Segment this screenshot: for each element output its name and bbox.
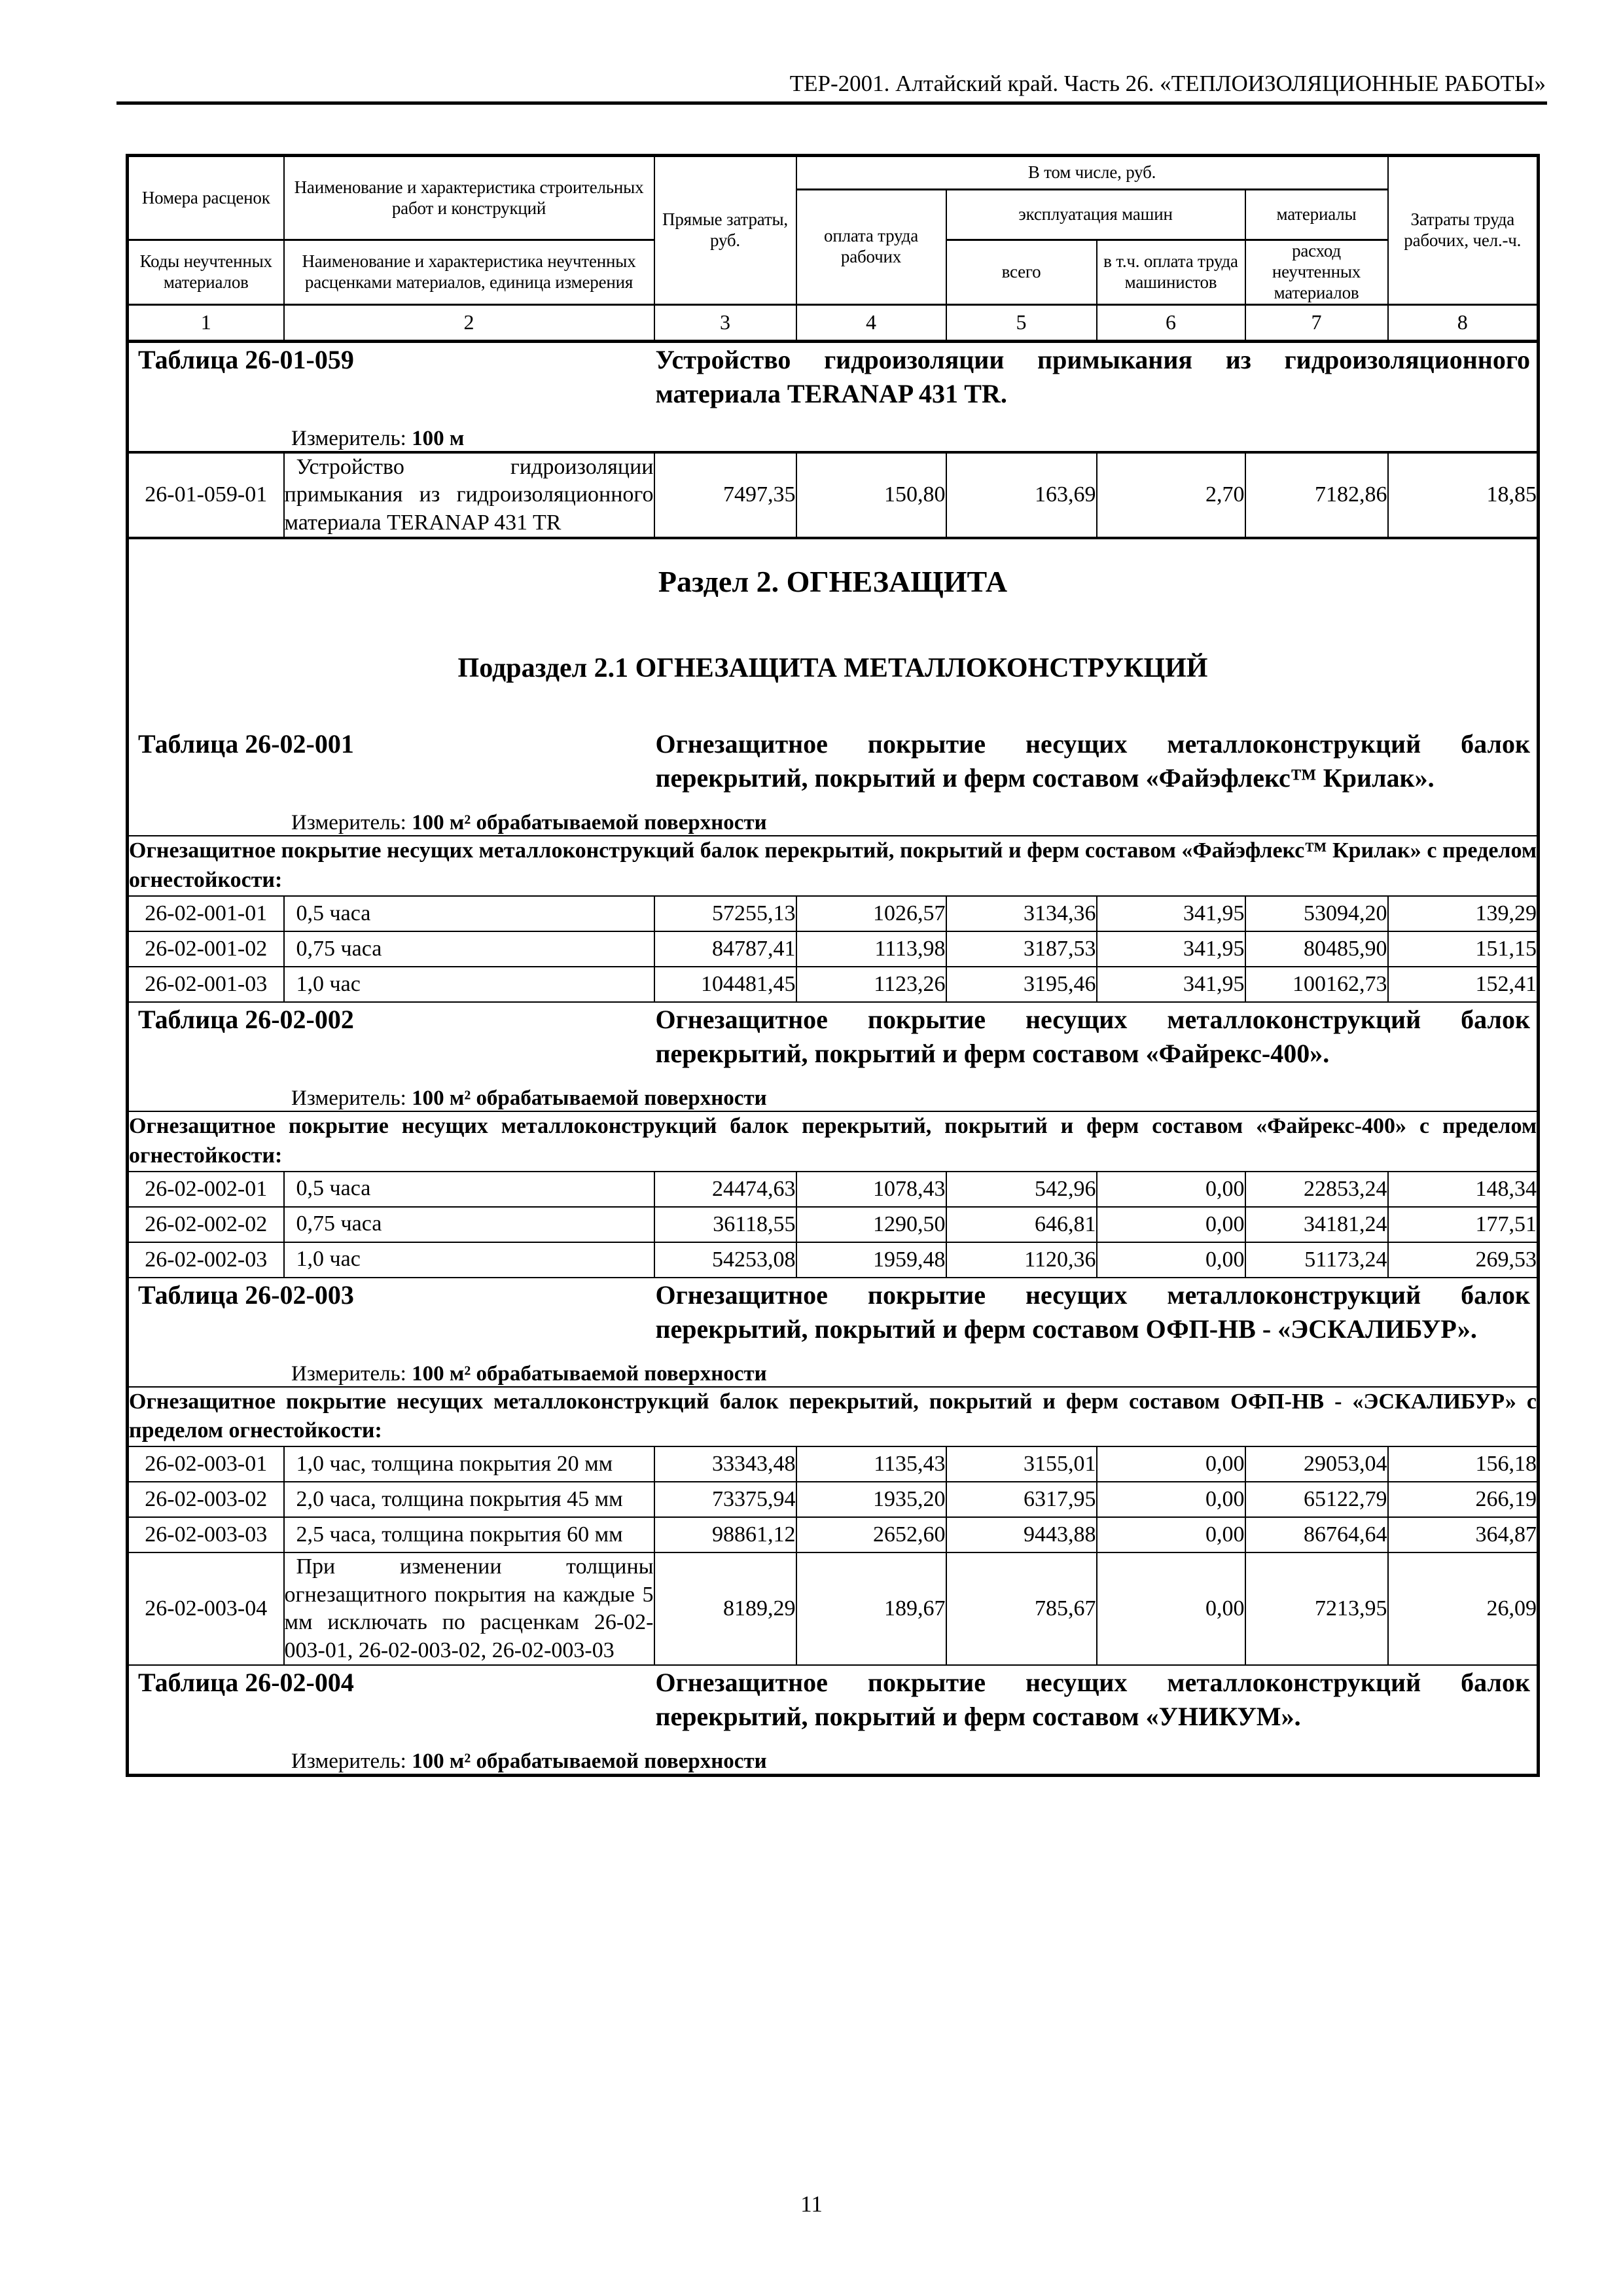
- value-direct-costs: 73375,94: [654, 1482, 796, 1517]
- header-row-1: [128, 156, 1539, 190]
- table-title-row: [129, 1278, 1537, 1346]
- rate-description: 0,5 часа: [284, 896, 654, 931]
- value-labor-hours: 26,09: [1388, 1552, 1539, 1665]
- value-machines-total: 3187,53: [946, 931, 1097, 967]
- table-title: Огнезащитное покрытие несущих металлоконструкций балок перекрытий, покрытий и ферм составом «УНИКУМ».: [655, 1668, 1530, 1732]
- table-26-02-004-header: [128, 1665, 1539, 1776]
- meter-line: [291, 811, 1537, 835]
- value-machinists-pay: 0,00: [1097, 1446, 1245, 1482]
- column-number-4: 4: [796, 304, 946, 341]
- value-materials: 22853,24: [1245, 1172, 1388, 1207]
- value-direct-costs: 104481,45: [654, 967, 796, 1002]
- col-header-labor-hours: Затраты труда рабочих, чел.-ч.: [1388, 156, 1539, 305]
- value-materials: 86764,64: [1245, 1517, 1388, 1552]
- value-labor-hours: 139,29: [1388, 896, 1539, 931]
- rates-table: [126, 154, 1540, 1777]
- value-labor-pay: 1935,20: [796, 1482, 946, 1517]
- column-number-6: 6: [1097, 304, 1245, 341]
- value-materials: 65122,79: [1245, 1482, 1388, 1517]
- rate-code: 26-02-002-02: [128, 1207, 284, 1242]
- value-machinists-pay: 0,00: [1097, 1517, 1245, 1552]
- rate-code: 26-02-003-04: [128, 1552, 284, 1665]
- rate-row: [128, 896, 1539, 931]
- column-number-2: 2: [284, 304, 654, 341]
- rate-description: При изменении толщины огнезащитного покрытия на каждые 5 мм исключать по расценкам 26-02-003-01, 26-02-003-02, 26-02-003-03: [284, 1552, 654, 1665]
- table-title-row: [129, 343, 1537, 411]
- value-labor-pay: 2652,60: [796, 1517, 946, 1552]
- value-labor-pay: 150,80: [796, 452, 946, 539]
- section-2-heading-block: [128, 538, 1539, 836]
- value-materials: 7213,95: [1245, 1552, 1388, 1665]
- value-labor-pay: 1290,50: [796, 1207, 946, 1242]
- group-subheader: Огнезащитное покрытие несущих металлоконструкций балок перекрытий, покрытий и ферм составом «Файрекс-400» с пределом огнестойкости:: [128, 1111, 1539, 1172]
- group-subheader: Огнезащитное покрытие несущих металлоконструкций балок перекрытий, покрытий и ферм составом ОФП-НВ - «ЭСКАЛИБУР» с пределом огнестойкости:: [128, 1387, 1539, 1447]
- rate-description: 2,5 часа, толщина покрытия 60 мм: [284, 1517, 654, 1552]
- value-labor-hours: 18,85: [1388, 452, 1539, 539]
- value-labor-pay: 1026,57: [796, 896, 946, 931]
- table-title-row: [129, 1666, 1537, 1734]
- page-number: 11: [800, 2191, 823, 2217]
- group-subheader: Огнезащитное покрытие несущих металлоконструкций балок перекрытий, покрытий и ферм составом «Файэфлекс™ Крилак» с пределом огнестойкости:: [128, 836, 1539, 896]
- value-materials: 7182,86: [1245, 452, 1388, 539]
- value-machinists-pay: 0,00: [1097, 1207, 1245, 1242]
- value-machinists-pay: 0,00: [1097, 1552, 1245, 1665]
- value-machines-total: 3155,01: [946, 1446, 1097, 1482]
- rate-row: [128, 1207, 1539, 1242]
- section-block-2: [128, 538, 1539, 836]
- rate-row: [128, 967, 1539, 1002]
- value-machines-total: 6317,95: [946, 1482, 1097, 1517]
- meter-label: Измеритель:: [291, 1749, 406, 1774]
- value-direct-costs: 54253,08: [654, 1242, 796, 1278]
- rate-row: [128, 1242, 1539, 1278]
- value-direct-costs: 57255,13: [654, 896, 796, 931]
- value-labor-hours: 152,41: [1388, 967, 1539, 1002]
- table-26-02-002-header: [128, 1002, 1539, 1111]
- rate-code: 26-02-003-01: [128, 1446, 284, 1482]
- rate-description: Устройство гидроизоляции примыкания из гидроизоляционного материала TERANAP 431 TR: [284, 452, 654, 539]
- meter-line: [291, 1086, 1537, 1111]
- col-header-labor-pay: оплата труда рабочих: [796, 190, 946, 305]
- table-26-02-003-header: [128, 1278, 1539, 1387]
- value-materials: 80485,90: [1245, 931, 1388, 967]
- column-number-1: 1: [128, 304, 284, 341]
- value-direct-costs: 84787,41: [654, 931, 796, 967]
- rate-code: 26-02-002-03: [128, 1242, 284, 1278]
- rate-row: [128, 1446, 1539, 1482]
- section-block-26-02-002: [128, 1002, 1539, 1111]
- value-machinists-pay: 0,00: [1097, 1482, 1245, 1517]
- value-labor-pay: 1078,43: [796, 1172, 946, 1207]
- value-direct-costs: 8189,29: [654, 1552, 796, 1665]
- meter-value: 100 м² обрабатываемой поверхности: [412, 1749, 767, 1774]
- rate-description: 0,75 часа: [284, 931, 654, 967]
- rate-row: [128, 1172, 1539, 1207]
- col-header-work-name: Наименование и характеристика строительных работ и конструкций: [284, 156, 654, 240]
- rate-code: 26-01-059-01: [128, 452, 284, 539]
- section-block-26-02-003: [128, 1278, 1539, 1387]
- value-direct-costs: 33343,48: [654, 1446, 796, 1482]
- value-labor-hours: 269,53: [1388, 1242, 1539, 1278]
- rate-row: [128, 1517, 1539, 1552]
- value-labor-pay: 1959,48: [796, 1242, 946, 1278]
- column-number-3: 3: [654, 304, 796, 341]
- value-machines-total: 9443,88: [946, 1517, 1097, 1552]
- col-header-machines-total: всего: [946, 240, 1097, 305]
- value-machinists-pay: 0,00: [1097, 1172, 1245, 1207]
- value-machinists-pay: 341,95: [1097, 896, 1245, 931]
- meter-value: 100 м² обрабатываемой поверхности: [412, 811, 767, 835]
- section-block-26-01-059: [128, 341, 1539, 452]
- value-materials: 53094,20: [1245, 896, 1388, 931]
- rate-row: [128, 1482, 1539, 1517]
- col-header-materials: материалы: [1245, 190, 1388, 240]
- table-title: Огнезащитное покрытие несущих металлоконструкций балок перекрытий, покрытий и ферм составом «Файрекс-400».: [655, 1004, 1530, 1068]
- table-label: Таблица 26-02-003: [138, 1280, 354, 1310]
- value-materials: 100162,73: [1245, 967, 1388, 1002]
- value-labor-pay: 1123,26: [796, 967, 946, 1002]
- col-header-including: В том числе, руб.: [796, 156, 1388, 190]
- meter-label: Измеритель:: [291, 1086, 406, 1110]
- table-title: Устройство гидроизоляции примыкания из гидроизоляционного материала TERANAP 431 TR.: [655, 344, 1530, 408]
- rate-description: 0,5 часа: [284, 1172, 654, 1207]
- col-header-machines: эксплуатация машин: [946, 190, 1245, 240]
- subsection-heading: Подраздел 2.1 ОГНЕЗАЩИТА МЕТАЛЛОКОНСТРУКЦИЙ: [457, 653, 1208, 684]
- value-machines-total: 542,96: [946, 1172, 1097, 1207]
- group-subheader-row: [128, 836, 1539, 896]
- value-labor-hours: 177,51: [1388, 1207, 1539, 1242]
- rate-code: 26-02-003-03: [128, 1517, 284, 1552]
- rate-description: 2,0 часа, толщина покрытия 45 мм: [284, 1482, 654, 1517]
- value-machinists-pay: 2,70: [1097, 452, 1245, 539]
- running-header: [126, 71, 1546, 97]
- rate-code: 26-02-002-01: [128, 1172, 284, 1207]
- value-machinists-pay: 0,00: [1097, 1242, 1245, 1278]
- section-heading: Раздел 2. ОГНЕЗАЩИТА: [658, 565, 1008, 599]
- rate-code: 26-02-001-03: [128, 967, 284, 1002]
- meter-label: Измеритель:: [291, 811, 406, 835]
- meter-label: Измеритель:: [291, 426, 406, 450]
- table-title: Огнезащитное покрытие несущих металлоконструкций балок перекрытий, покрытий и ферм составом «Файэфлекс™ Крилак».: [655, 729, 1530, 793]
- meter-line: [291, 1749, 1537, 1774]
- header-rule: [116, 101, 1547, 105]
- value-machinists-pay: 341,95: [1097, 931, 1245, 967]
- col-header-materials-consumption: расход неучтенных материалов: [1245, 240, 1388, 305]
- meter-line: [291, 427, 1537, 451]
- col-header-material-codes: Коды неучтенных материалов: [128, 240, 284, 305]
- value-machines-total: 1120,36: [946, 1242, 1097, 1278]
- value-machines-total: 646,81: [946, 1207, 1097, 1242]
- meter-value: 100 м² обрабатываемой поверхности: [412, 1086, 767, 1110]
- running-header-text: ТЕР-2001. Алтайский край. Часть 26. «ТЕПЛОИЗОЛЯЦИОННЫЕ РАБОТЫ»: [789, 71, 1546, 96]
- value-labor-hours: 364,87: [1388, 1517, 1539, 1552]
- value-materials: 51173,24: [1245, 1242, 1388, 1278]
- table-title-row: [129, 1003, 1537, 1071]
- meter-label: Измеритель:: [291, 1361, 406, 1386]
- value-machinists-pay: 341,95: [1097, 967, 1245, 1002]
- value-labor-hours: 156,18: [1388, 1446, 1539, 1482]
- col-header-rate-numbers: Номера расценок: [128, 156, 284, 240]
- value-labor-pay: 1135,43: [796, 1446, 946, 1482]
- rate-code: 26-02-001-02: [128, 931, 284, 967]
- value-machines-total: 785,67: [946, 1552, 1097, 1665]
- meter-line: [291, 1362, 1537, 1386]
- col-header-machinists-pay: в т.ч. оплата труда машинистов: [1097, 240, 1245, 305]
- table-title: Огнезащитное покрытие несущих металлоконструкций балок перекрытий, покрытий и ферм составом ОФП-НВ - «ЭСКАЛИБУР».: [655, 1280, 1530, 1344]
- rate-row: [128, 931, 1539, 967]
- table-label: Таблица 26-01-059: [138, 344, 354, 374]
- group-subheader-row: [128, 1111, 1539, 1172]
- rate-code: 26-02-003-02: [128, 1482, 284, 1517]
- rate-row: [128, 452, 1539, 539]
- value-labor-hours: 148,34: [1388, 1172, 1539, 1207]
- value-direct-costs: 24474,63: [654, 1172, 796, 1207]
- rate-description: 1,0 час: [284, 1242, 654, 1278]
- value-machines-total: 3195,46: [946, 967, 1097, 1002]
- value-labor-pay: 189,67: [796, 1552, 946, 1665]
- table-label: Таблица 26-02-004: [138, 1668, 354, 1698]
- value-materials: 29053,04: [1245, 1446, 1388, 1482]
- column-number-7: 7: [1245, 304, 1388, 341]
- table-label: Таблица 26-02-001: [138, 729, 354, 759]
- col-header-direct-costs: Прямые затраты, руб.: [654, 156, 796, 305]
- value-materials: 34181,24: [1245, 1207, 1388, 1242]
- value-labor-hours: 266,19: [1388, 1482, 1539, 1517]
- table-26-01-059-header: [128, 341, 1539, 452]
- value-machines-total: 163,69: [946, 452, 1097, 539]
- rate-row: [128, 1552, 1539, 1665]
- column-number-5: 5: [946, 304, 1097, 341]
- rate-description: 0,75 часа: [284, 1207, 654, 1242]
- section-block-26-02-004: [128, 1665, 1539, 1776]
- column-number-8: 8: [1388, 304, 1539, 341]
- value-direct-costs: 7497,35: [654, 452, 796, 539]
- group-subheader-row: [128, 1387, 1539, 1447]
- meter-value: 100 м² обрабатываемой поверхности: [412, 1361, 767, 1386]
- value-direct-costs: 98861,12: [654, 1517, 796, 1552]
- rate-description: 1,0 час, толщина покрытия 20 мм: [284, 1446, 654, 1482]
- value-machines-total: 3134,36: [946, 896, 1097, 931]
- rate-description: 1,0 час: [284, 967, 654, 1002]
- value-labor-pay: 1113,98: [796, 931, 946, 967]
- column-numbers-row: [128, 304, 1539, 341]
- meter-value: 100 м: [412, 426, 465, 450]
- value-labor-hours: 151,15: [1388, 931, 1539, 967]
- table-label: Таблица 26-02-002: [138, 1004, 354, 1034]
- col-header-material-name: Наименование и характеристика неучтенных расценками материалов, единица измерения: [284, 240, 654, 305]
- table-title-row: [129, 727, 1537, 795]
- rate-code: 26-02-001-01: [128, 896, 284, 931]
- value-direct-costs: 36118,55: [654, 1207, 796, 1242]
